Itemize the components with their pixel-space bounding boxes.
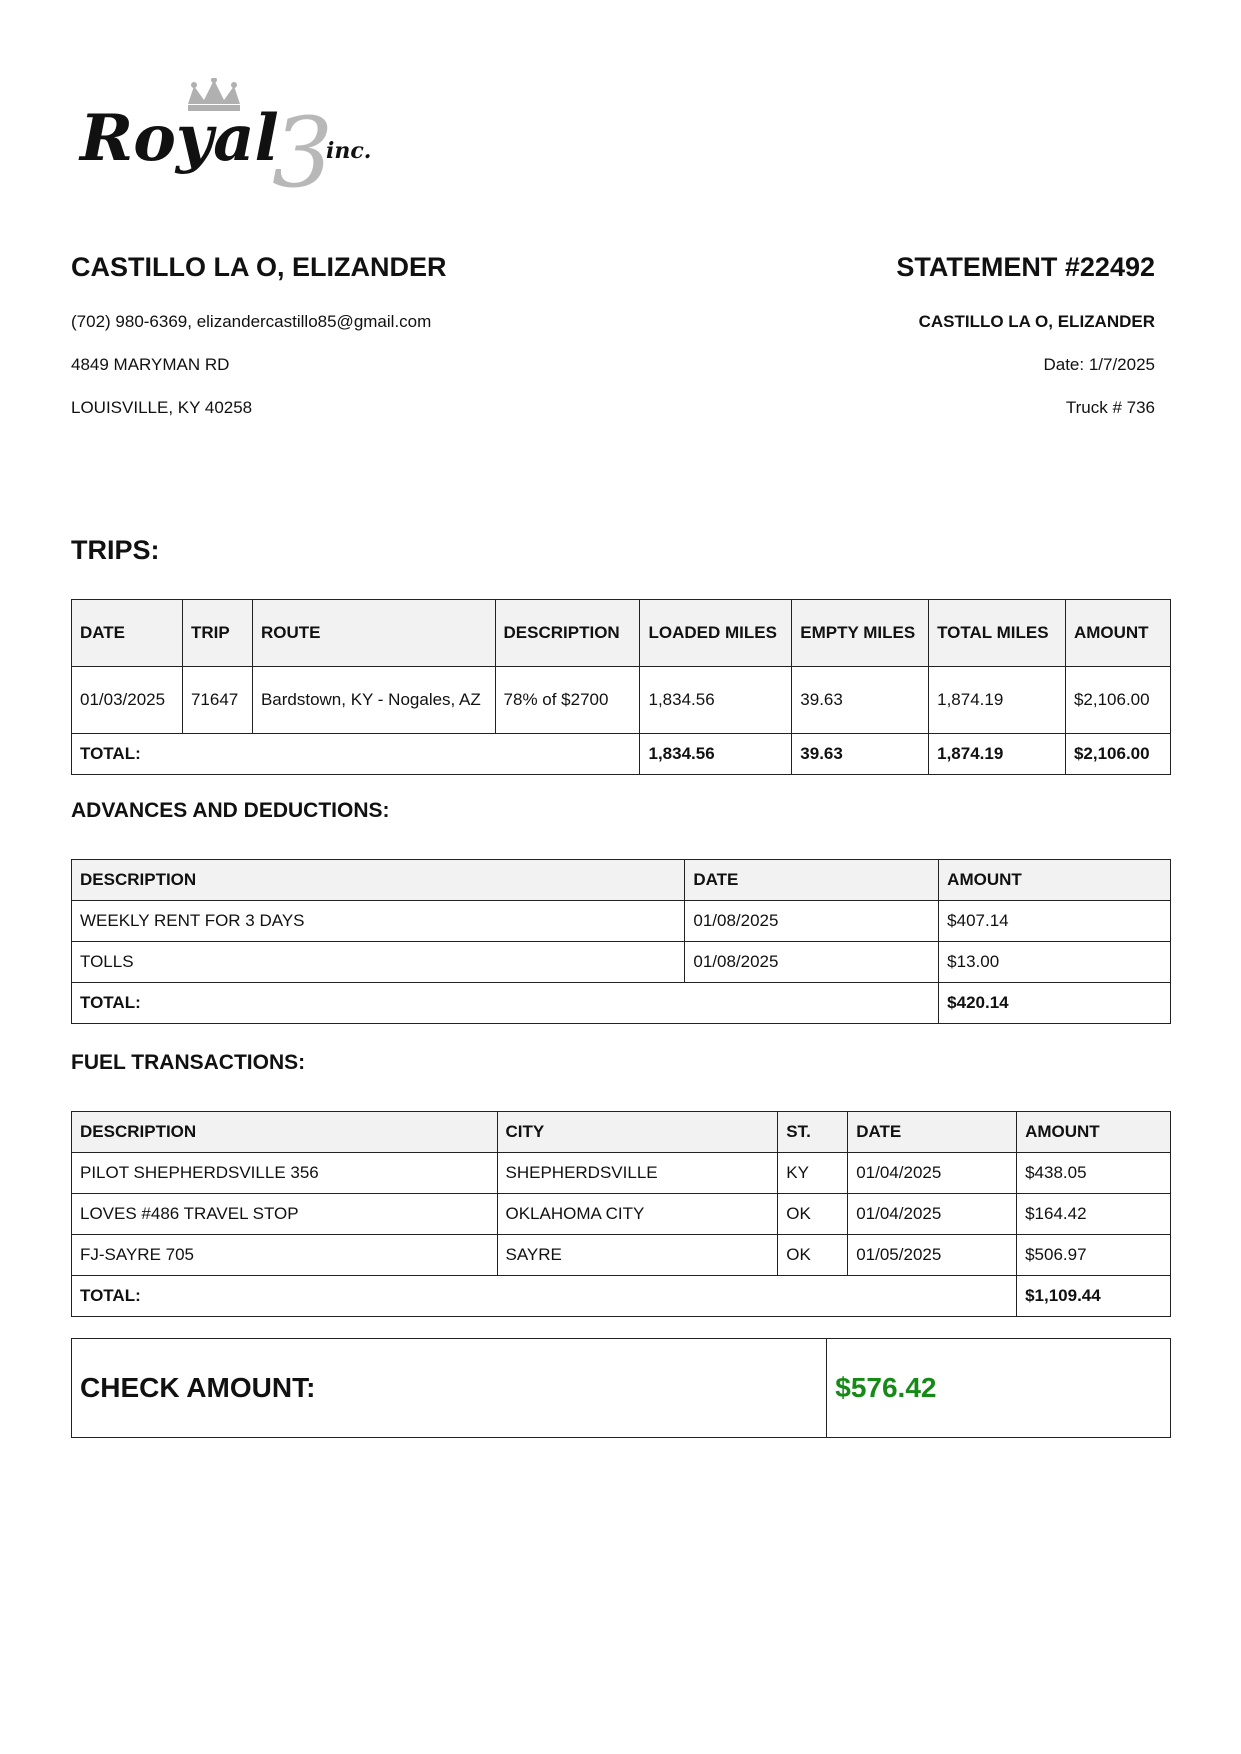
fuel-amount: $164.42 [1017, 1194, 1171, 1235]
trip-description: 78% of $2700 [495, 667, 640, 734]
svg-text:Royal: Royal [80, 101, 279, 176]
column-header: DESCRIPTION [495, 600, 640, 667]
column-header: DATE [848, 1112, 1017, 1153]
table-row [72, 1194, 1171, 1235]
check-amount-value: $576.42 [827, 1339, 1171, 1438]
total-amount: $1,109.44 [1017, 1276, 1171, 1317]
table-row [72, 942, 1171, 983]
table-total-row [72, 734, 1171, 775]
column-header: DESCRIPTION [72, 1112, 498, 1153]
svg-text:inc.: inc. [326, 138, 372, 164]
fuel-description: FJ-SAYRE 705 [72, 1235, 498, 1276]
trip-number: 71647 [182, 667, 252, 734]
statement-info [896, 252, 1155, 417]
svg-text:3: 3 [272, 97, 334, 198]
total-label: TOTAL: [72, 734, 640, 775]
statement-title: STATEMENT #22492 [896, 252, 1155, 282]
fuel-date: 01/04/2025 [848, 1153, 1017, 1194]
truck-number: Truck # 736 [1065, 398, 1155, 417]
fuel-city: SHEPHERDSVILLE [497, 1153, 778, 1194]
advances-table [71, 859, 1171, 1024]
total-total-miles: 1,874.19 [929, 734, 1066, 775]
driver-info [71, 252, 447, 417]
trip-date: 01/03/2025 [72, 667, 183, 734]
table-total-row [72, 1276, 1171, 1317]
table-row [72, 1235, 1171, 1276]
table-row [72, 667, 1171, 734]
trips-table [71, 599, 1171, 775]
column-header: DATE [72, 600, 183, 667]
trip-loaded-miles: 1,834.56 [640, 667, 792, 734]
deduction-amount: $13.00 [939, 942, 1171, 983]
royal3-logo-graphic [76, 78, 396, 198]
check-amount-label: CHECK AMOUNT: [72, 1339, 827, 1438]
deduction-date: 01/08/2025 [685, 942, 939, 983]
fuel-city: OKLAHOMA CITY [497, 1194, 778, 1235]
deduction-description: TOLLS [72, 942, 685, 983]
total-amount: $420.14 [939, 983, 1171, 1024]
check-amount-row [72, 1339, 1171, 1438]
fuel-date: 01/05/2025 [848, 1235, 1017, 1276]
column-header: AMOUNT [1065, 600, 1170, 667]
total-empty-miles: 39.63 [792, 734, 929, 775]
company-logo [76, 78, 396, 198]
trip-empty-miles: 39.63 [792, 667, 929, 734]
column-header: ST. [778, 1112, 848, 1153]
fuel-amount: $438.05 [1017, 1153, 1171, 1194]
fuel-amount: $506.97 [1017, 1235, 1171, 1276]
trip-route: Bardstown, KY - Nogales, AZ [252, 667, 495, 734]
trip-amount: $2,106.00 [1065, 667, 1170, 734]
total-loaded-miles: 1,834.56 [640, 734, 792, 775]
fuel-section-title: FUEL TRANSACTIONS: [71, 1051, 306, 1074]
fuel-state: KY [778, 1153, 848, 1194]
table-header-row [72, 1112, 1171, 1153]
check-amount-box [71, 1338, 1171, 1438]
fuel-city: SAYRE [497, 1235, 778, 1276]
column-header: TOTAL MILES [929, 600, 1066, 667]
deduction-date: 01/08/2025 [685, 901, 939, 942]
fuel-description: PILOT SHEPHERDSVILLE 356 [72, 1153, 498, 1194]
total-amount: $2,106.00 [1065, 734, 1170, 775]
statement-date: Date: 1/7/2025 [1043, 355, 1155, 374]
fuel-date: 01/04/2025 [848, 1194, 1017, 1235]
deduction-description: WEEKLY RENT FOR 3 DAYS [72, 901, 685, 942]
column-header: DESCRIPTION [72, 860, 685, 901]
table-row [72, 901, 1171, 942]
deduction-amount: $407.14 [939, 901, 1171, 942]
trips-section-title: TRIPS: [71, 535, 160, 565]
fuel-description: LOVES #486 TRAVEL STOP [72, 1194, 498, 1235]
driver-address-line2: LOUISVILLE, KY 40258 [71, 398, 253, 417]
fuel-state: OK [778, 1235, 848, 1276]
column-header: LOADED MILES [640, 600, 792, 667]
statement-driver-name: CASTILLO LA O, ELIZANDER [918, 312, 1155, 331]
column-header: DATE [685, 860, 939, 901]
column-header: AMOUNT [1017, 1112, 1171, 1153]
advances-section-title: ADVANCES AND DEDUCTIONS: [71, 799, 390, 822]
driver-name: CASTILLO LA O, ELIZANDER [71, 252, 447, 282]
table-row [72, 1153, 1171, 1194]
total-label: TOTAL: [72, 1276, 1017, 1317]
column-header: CITY [497, 1112, 778, 1153]
trip-total-miles: 1,874.19 [929, 667, 1066, 734]
column-header: TRIP [182, 600, 252, 667]
column-header: EMPTY MILES [792, 600, 929, 667]
fuel-table [71, 1111, 1171, 1317]
column-header: ROUTE [252, 600, 495, 667]
column-header: AMOUNT [939, 860, 1171, 901]
table-header-row [72, 600, 1171, 667]
table-total-row [72, 983, 1171, 1024]
fuel-state: OK [778, 1194, 848, 1235]
driver-contact: (702) 980-6369, elizandercastillo85@gmail.com [71, 312, 432, 331]
total-label: TOTAL: [72, 983, 939, 1024]
driver-address-line1: 4849 MARYMAN RD [71, 355, 230, 374]
table-header-row [72, 860, 1171, 901]
